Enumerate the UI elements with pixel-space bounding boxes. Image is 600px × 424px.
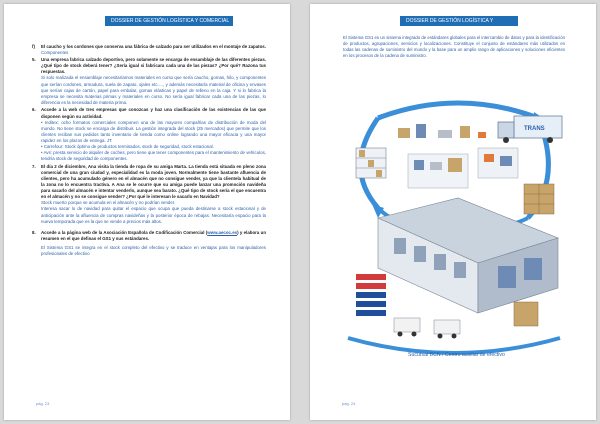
question-number: f) [32,43,35,49]
question-text: Una empresa fabrica calzado deportivo, pero solamente se encarga de ensamblaje de las diferentes piezas. ¿Qué tipo de stock deberá tener? ¿Sería igual si fabricara cada una de las piezas? ¿Por qué? Razona tus respuestas. [41,57,266,75]
question-text: El día 2 de diciembre, Ana visita la tienda de ropa de su amiga Marta. La tienda está situada en pleno zona comercial de una gran ciudad y, especialidad es la moda joven. Normalmente tiene bastante afluencia de clientes, pero ha acumulado género en el almacén que no consigue vender, ya que la clientela habitual de la zona no lo encuentra tractiva. A Ana se le ocurre que su amiga puede lanzar una promoción navideña para sacarlo del almacén e intentar venderlo, aunque sea barato. ¿Qué tipo de stock sería el que encuentra en el almacén y no se consigue vender? ¿Por qué le interesan le sacarlo en Navidad? [41,163,266,200]
answer-f: Componentes [41,49,69,55]
page-header: DOSSIER DE GESTIÓN LOGÍSTICA Y COMERCIAL [105,16,233,26]
bullet-icon: • [41,144,43,149]
question-text: El caucho y los cordones que conserva una fábrica de calzado para ser utilizados en el montaje de zapatos. [41,43,266,49]
answer-7-line-1: Stock muerto porque se acumula en el almacén y no podrían vender. [41,200,176,206]
question-5 [32,57,266,75]
question-number: 8. [32,229,36,235]
answer-6 [32,120,266,163]
answer-6-bullet-3: • Avs: presta servicio de alquiler de coches, pero tiene que tener componentes para el mantenimiento de vehículos, tendría stock de seguridad de componentes. [41,150,267,162]
question-text: Accede a la web de tres empresas que conozcas y haz una clasificación de las existencias de las que disponen según su actividad. [41,107,266,119]
illustration-caption: Sucursal BCN / Centro auxiliar de efectivo [408,352,505,358]
page-body [32,42,266,257]
aecoc-link[interactable]: www.aecoc.es [207,229,238,235]
answer-7 [32,200,266,224]
answer-6-bullet-2: • Carrefour: Stock óptimo de productos terminados, stock de seguridad, stock estacional. [41,144,214,149]
page-number: pág. 24 [342,401,356,406]
question-6 [32,107,266,119]
answer-7-line-2: Interesa sacar lo de navidad para quitar el espacio que ocupa que pueda destinarse a stock estacional y de anticipación ante la afluencia de compras navideñas y la posterior época de rebajas. Necesitaría espacio para la nueva temporada que es la que se vende a precios más altos. [41,206,266,224]
intro-paragraph: El Sistema GS1 es un sistema integrado de estándares globales para el intercambio de datos y para la identificación de productos, agrupaciones, servicios y localizaciones. Constituye el conjunto de estándares más utilizados en todas las cadenas de suministro del mundo y la base para un amplio rango de aplicaciones y soluciones eficientes en los procesos de la cadena de suministro. [343,35,565,58]
supply-chain-illustration [338,88,570,362]
page-header: DOSSIER DE GESTIÓN LOGÍSTICA Y COMERCIAL [400,16,518,26]
page-number: pág. 23 [36,401,50,406]
document-page-right [310,4,596,420]
shelving-icon [356,148,386,178]
question-8 [32,230,266,242]
document-page-left [4,4,290,420]
question-number: 7. [32,163,36,169]
question-7 [32,164,266,201]
pallet-stack-icon [524,184,554,214]
question-text: Accede a la página web de la Asociación Española de Codificación Comercial (www.aecoc.es) y elabora un resumen en el que definas el GS1 y sus estándares. [41,229,267,241]
answer-8: El Sistema GS1 se integra en el stock completo del efectivo y se traduce en ventajas para los manipuladores profesionales de efectivo [41,244,266,256]
truck-label: TRANS [524,126,545,132]
bullet-icon: • [41,119,43,125]
question-number: 5. [32,57,36,63]
answer-5: Si solo realizada el ensamblaje necesitaríamos materiales en curso que sería caucho, gomas, hilo, y componentes que serían cordones, armadura, suela de zapato, ojales etc.…, y además necesitaría material de oficina y envases que serían cajas de cartón, papel para embalar, gomas elásticas y papel de relleno en la caja. Y si lo fabrica la empresa se necesita materias primas y materiales en curso. No sería igual fabricar cada una de las piezas, lo diferencia es la necesidad de materia prima. [41,75,266,105]
bullet-icon: • [41,150,43,156]
question-number: 6. [32,107,36,113]
question-f [32,44,266,50]
answer-6-bullet-1: • Inditex: ocho formatos comerciales componen una de las mayores compañías de distribución de moda del mundo. No tiene stock se encarga de distribuir. La gestión integrada del stock (25 mercados) que permite que los clientes reciban sus pedidos tanto inventario de tienda como online logrando una mayor eficacia y una mayor rapidez en los plazos de entrega. JT. [41,119,266,143]
